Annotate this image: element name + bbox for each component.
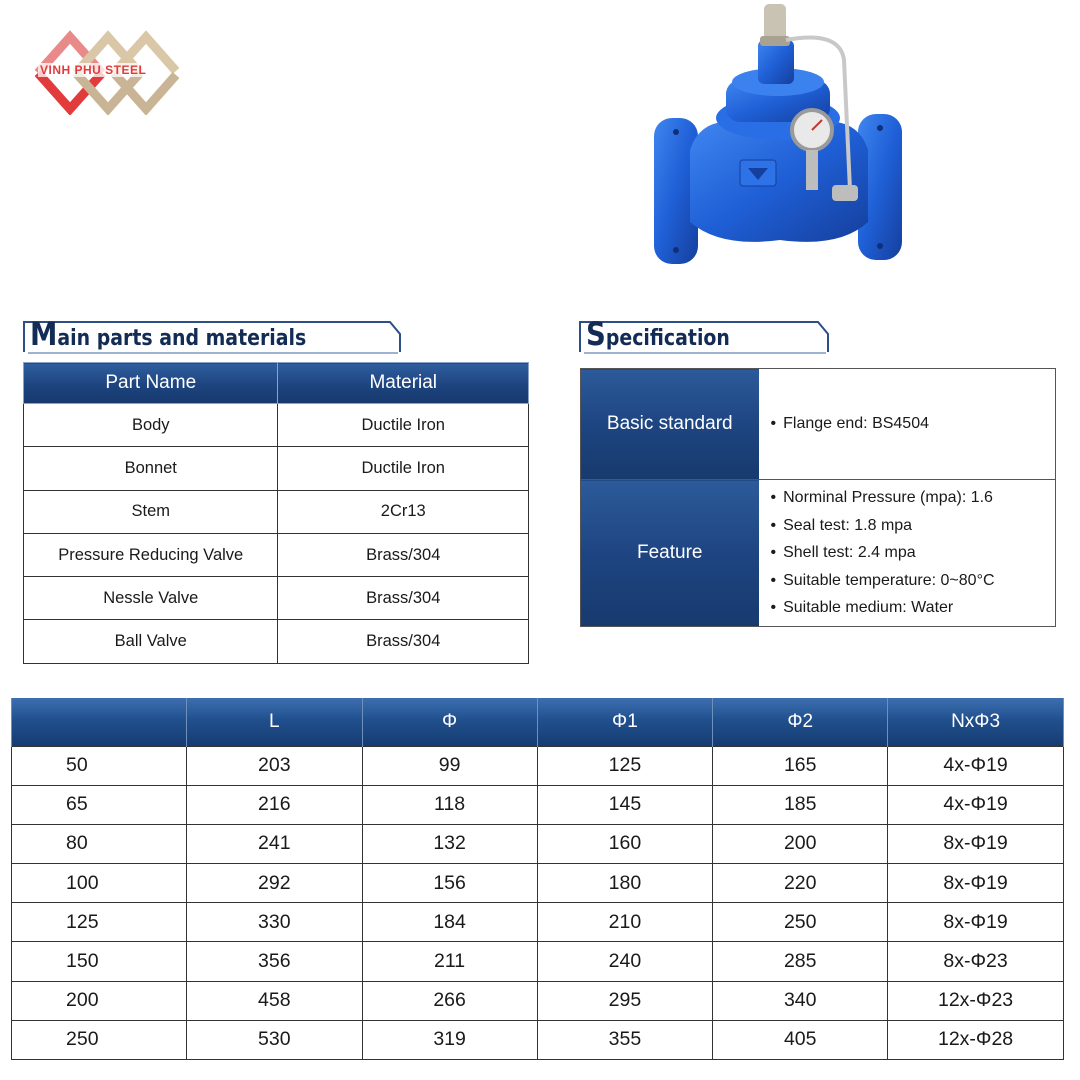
table-row [12,864,1064,903]
material-cell: Brass/304 [278,620,529,663]
l-cell: 530 [186,1020,362,1059]
main-parts-heading [22,316,402,352]
phi-cell: 156 [362,864,537,903]
part-name-cell: Bonnet [24,447,278,490]
phi1-cell: 355 [537,1020,713,1059]
header-part-name: Part Name [24,363,278,404]
material-cell: Brass/304 [278,533,529,576]
nxphi3-cell: 8x-Φ19 [888,864,1064,903]
table-row [24,404,529,447]
header-phi2: Φ2 [713,698,888,746]
table-row [12,942,1064,981]
specification-heading [578,316,830,352]
phi-cell: 319 [362,1020,537,1059]
header-phi: Φ [362,698,537,746]
material-cell: Ductile Iron [278,404,529,447]
l-cell: 203 [186,746,362,785]
header-l: L [186,698,362,746]
phi1-cell: 145 [537,785,713,824]
part-name-cell: Body [24,404,278,447]
nxphi3-cell: 12x-Φ23 [888,981,1064,1020]
feature-label: Feature [581,480,759,627]
logo-text: VINH PHU STEEL [40,63,147,77]
main-parts-title: Main parts and materials [30,315,307,353]
phi1-cell: 295 [537,981,713,1020]
l-cell: 356 [186,942,362,981]
material-cell: Ductile Iron [278,447,529,490]
table-row [12,1020,1064,1059]
phi1-cell: 125 [537,746,713,785]
l-cell: 216 [186,785,362,824]
spec-item: • Suitable medium: Water [771,594,1056,622]
phi-cell: 266 [362,981,537,1020]
dn-cell: 150 [12,942,187,981]
phi1-cell: 210 [537,903,713,942]
dn-cell: 100 [12,864,187,903]
phi-cell: 184 [362,903,537,942]
table-row [24,577,529,620]
specification-table [580,368,1056,627]
table-row [24,490,529,533]
table-row [24,533,529,576]
pressure-reducing-valve-icon [640,0,910,270]
phi1-cell: 160 [537,824,713,863]
dn-cell: 125 [12,903,187,942]
l-cell: 292 [186,864,362,903]
phi-cell: 99 [362,746,537,785]
part-name-cell: Stem [24,490,278,533]
valve-product-image [640,0,910,270]
phi2-cell: 200 [713,824,888,863]
table-row [12,824,1064,863]
nxphi3-cell: 4x-Φ19 [888,785,1064,824]
phi2-cell: 405 [713,1020,888,1059]
header-dn [12,698,187,746]
l-cell: 458 [186,981,362,1020]
phi2-cell: 340 [713,981,888,1020]
nxphi3-cell: 8x-Φ23 [888,942,1064,981]
phi-cell: 132 [362,824,537,863]
header-material: Material [278,363,529,404]
part-name-cell: Ball Valve [24,620,278,663]
parts-header-row [24,363,529,404]
part-name-cell: Nessle Valve [24,577,278,620]
phi2-cell: 165 [713,746,888,785]
basic-standard-values [759,369,1056,480]
dn-cell: 250 [12,1020,187,1059]
dn-cell: 65 [12,785,187,824]
material-cell: 2Cr13 [278,490,529,533]
phi2-cell: 220 [713,864,888,903]
header-nxphi3: NxΦ3 [888,698,1064,746]
feature-values [759,480,1056,627]
dn-cell: 50 [12,746,187,785]
phi2-cell: 185 [713,785,888,824]
phi2-cell: 250 [713,903,888,942]
dimension-header-row [12,698,1064,746]
dn-cell: 80 [12,824,187,863]
dn-cell: 200 [12,981,187,1020]
parts-materials-table [23,362,529,664]
basic-standard-label: Basic standard [581,369,759,480]
table-row [12,981,1064,1020]
table-row [24,447,529,490]
spec-row-basic-standard [581,369,1056,480]
l-cell: 241 [186,824,362,863]
l-cell: 330 [186,903,362,942]
phi-cell: 211 [362,942,537,981]
table-row [12,785,1064,824]
spec-item: • Norminal Pressure (mpa): 1.6 [771,484,1056,512]
nxphi3-cell: 8x-Φ19 [888,824,1064,863]
table-row [24,620,529,663]
specification-title: Specification [586,315,730,353]
material-cell: Brass/304 [278,577,529,620]
dimension-table-body [12,746,1064,1060]
dimension-table [11,698,1064,1060]
table-row [12,746,1064,785]
phi2-cell: 285 [713,942,888,981]
phi1-cell: 180 [537,864,713,903]
nxphi3-cell: 12x-Φ28 [888,1020,1064,1059]
header-phi1: Φ1 [537,698,713,746]
spec-row-feature [581,480,1056,627]
nxphi3-cell: 4x-Φ19 [888,746,1064,785]
spec-item: • Flange end: BS4504 [771,410,1056,438]
phi-cell: 118 [362,785,537,824]
spec-item: • Shell test: 2.4 mpa [771,539,1056,567]
brand-logo [30,25,180,115]
spec-item: • Suitable temperature: 0~80°C [771,567,1056,595]
phi1-cell: 240 [537,942,713,981]
nxphi3-cell: 8x-Φ19 [888,903,1064,942]
spec-item: • Seal test: 1.8 mpa [771,512,1056,540]
table-row [12,903,1064,942]
part-name-cell: Pressure Reducing Valve [24,533,278,576]
